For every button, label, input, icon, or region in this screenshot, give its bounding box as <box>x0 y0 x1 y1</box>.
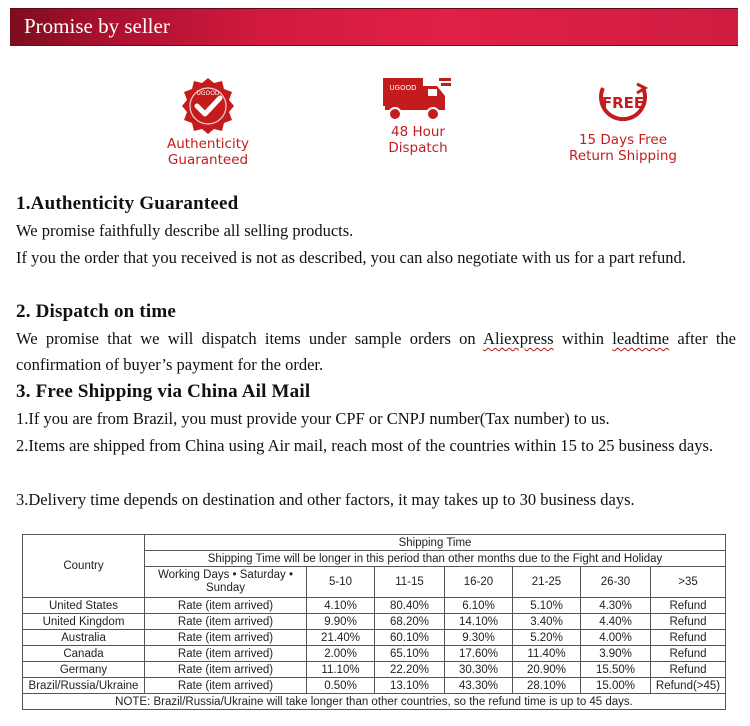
range-header: 16-20 <box>445 567 513 598</box>
authenticity-label-line1: Authenticity <box>166 136 249 152</box>
value-cell: 60.10% <box>375 630 445 646</box>
table-row <box>23 614 726 630</box>
refund-note: NOTE: Brazil/Russia/Ukraine will take longer than other countries, so the refund time is up to 45 days. <box>23 694 726 710</box>
value-cell: 15.00% <box>581 678 651 694</box>
dispatch-label-line2: Dispatch <box>388 140 448 156</box>
value-cell: 20.90% <box>513 662 581 678</box>
value-cell: 43.30% <box>445 678 513 694</box>
value-cell: 68.20% <box>375 614 445 630</box>
value-cell: 9.30% <box>445 630 513 646</box>
value-cell: Refund(>45) <box>651 678 726 694</box>
leadtime-word: leadtime <box>612 329 670 348</box>
shipping-heading: 3. Free Shipping via China Ail Mail <box>16 381 311 402</box>
value-cell: 13.10% <box>375 678 445 694</box>
table-row <box>23 662 726 678</box>
value-cell: 2.00% <box>307 646 375 662</box>
rate-cell: Rate (item arrived) <box>145 614 307 630</box>
promise-banner <box>10 8 738 46</box>
value-cell: 15.50% <box>581 662 651 678</box>
authenticity-text-2: If you the order that you received is not as described, you can also negotiate with us for a part refund. <box>16 248 686 267</box>
dispatch-heading: 2. Dispatch on time <box>16 301 177 322</box>
value-cell: Refund <box>651 614 726 630</box>
range-header: 5-10 <box>307 567 375 598</box>
value-cell: 11.10% <box>307 662 375 678</box>
value-cell: 6.10% <box>445 598 513 614</box>
authenticity-seal-icon <box>179 76 237 136</box>
shipping-time-table <box>22 534 726 710</box>
seal-emblem-text: UGOOD <box>196 90 220 97</box>
value-cell: 80.40% <box>375 598 445 614</box>
value-cell: 65.10% <box>375 646 445 662</box>
value-cell: 0.50% <box>307 678 375 694</box>
country-cell: United Kingdom <box>23 614 145 630</box>
authenticity-badge <box>152 76 264 168</box>
value-cell: 5.10% <box>513 598 581 614</box>
value-cell: 5.20% <box>513 630 581 646</box>
country-cell: Brazil/Russia/Ukraine <box>23 678 145 694</box>
free-emblem-text: FREE <box>601 94 645 112</box>
dispatch-text: We promise that we will dispatch items under sample orders on Aliexpress within leadtime after the confirmation of buyer’s payment for the order. <box>16 329 736 374</box>
value-cell: 9.90% <box>307 614 375 630</box>
value-cell: 4.30% <box>581 598 651 614</box>
value-cell: 22.20% <box>375 662 445 678</box>
shipping-time-header: Shipping Time <box>145 535 726 551</box>
shipping-text-1: 1.If you are from Brazil, you must provide your CPF or CNPJ number(Tax number) to us. <box>16 409 610 428</box>
aliexpress-word: Aliexpress <box>483 329 554 348</box>
free-stamp-icon <box>587 80 659 132</box>
value-cell: Refund <box>651 630 726 646</box>
authenticity-label-line2: Guaranteed <box>167 152 249 168</box>
table-row <box>23 678 726 694</box>
table-row <box>23 646 726 662</box>
value-cell: 4.00% <box>581 630 651 646</box>
value-cell: 28.10% <box>513 678 581 694</box>
value-cell: 21.40% <box>307 630 375 646</box>
value-cell: Refund <box>651 662 726 678</box>
range-header: 11-15 <box>375 567 445 598</box>
authenticity-heading: 1.Authenticity Guaranteed <box>16 193 239 214</box>
rate-cell: Rate (item arrived) <box>145 678 307 694</box>
table-row <box>23 630 726 646</box>
rate-cell: Rate (item arrived) <box>145 598 307 614</box>
range-header: 21-25 <box>513 567 581 598</box>
value-cell: 3.40% <box>513 614 581 630</box>
value-cell: 3.90% <box>581 646 651 662</box>
shipping-text-2: 2.Items are shipped from China using Air mail, reach most of the countries within 15 to 25 business days. <box>16 436 714 455</box>
rate-cell: Rate (item arrived) <box>145 646 307 662</box>
rate-cell: Rate (item arrived) <box>145 662 307 678</box>
truck-emblem-text: UGOOD <box>389 84 417 92</box>
free-return-badge <box>556 80 690 164</box>
return-label-line1: 15 Days Free <box>578 132 668 148</box>
shipping-text-3: 3.Delivery time depends on destination and other factors, it may takes up to 30 business days. <box>16 490 635 509</box>
range-header: 26-30 <box>581 567 651 598</box>
country-cell: Australia <box>23 630 145 646</box>
value-cell: 30.30% <box>445 662 513 678</box>
value-cell: 17.60% <box>445 646 513 662</box>
dispatch-label-line1: 48 Hour <box>391 124 445 140</box>
value-cell: 4.40% <box>581 614 651 630</box>
return-label-line2: Return Shipping <box>569 148 677 164</box>
value-cell: Refund <box>651 646 726 662</box>
country-header: Country <box>23 535 145 598</box>
delivery-truck-icon <box>379 74 457 124</box>
rate-cell: Rate (item arrived) <box>145 630 307 646</box>
value-cell: 11.40% <box>513 646 581 662</box>
country-cell: Germany <box>23 662 145 678</box>
authenticity-text-1: We promise faithfully describe all selling products. <box>16 221 354 240</box>
value-cell: 4.10% <box>307 598 375 614</box>
value-cell: Refund <box>651 598 726 614</box>
longer-period-note: Shipping Time will be longer in this period than other months due to the Fight and Holiday <box>145 551 726 567</box>
country-cell: Canada <box>23 646 145 662</box>
table-row <box>23 598 726 614</box>
value-cell: 14.10% <box>445 614 513 630</box>
range-header: >35 <box>651 567 726 598</box>
country-cell: United States <box>23 598 145 614</box>
working-days-header: Working Days • Saturday • Sunday <box>145 567 307 598</box>
banner-title: Promise by seller <box>24 14 170 38</box>
dispatch-badge <box>362 74 474 156</box>
